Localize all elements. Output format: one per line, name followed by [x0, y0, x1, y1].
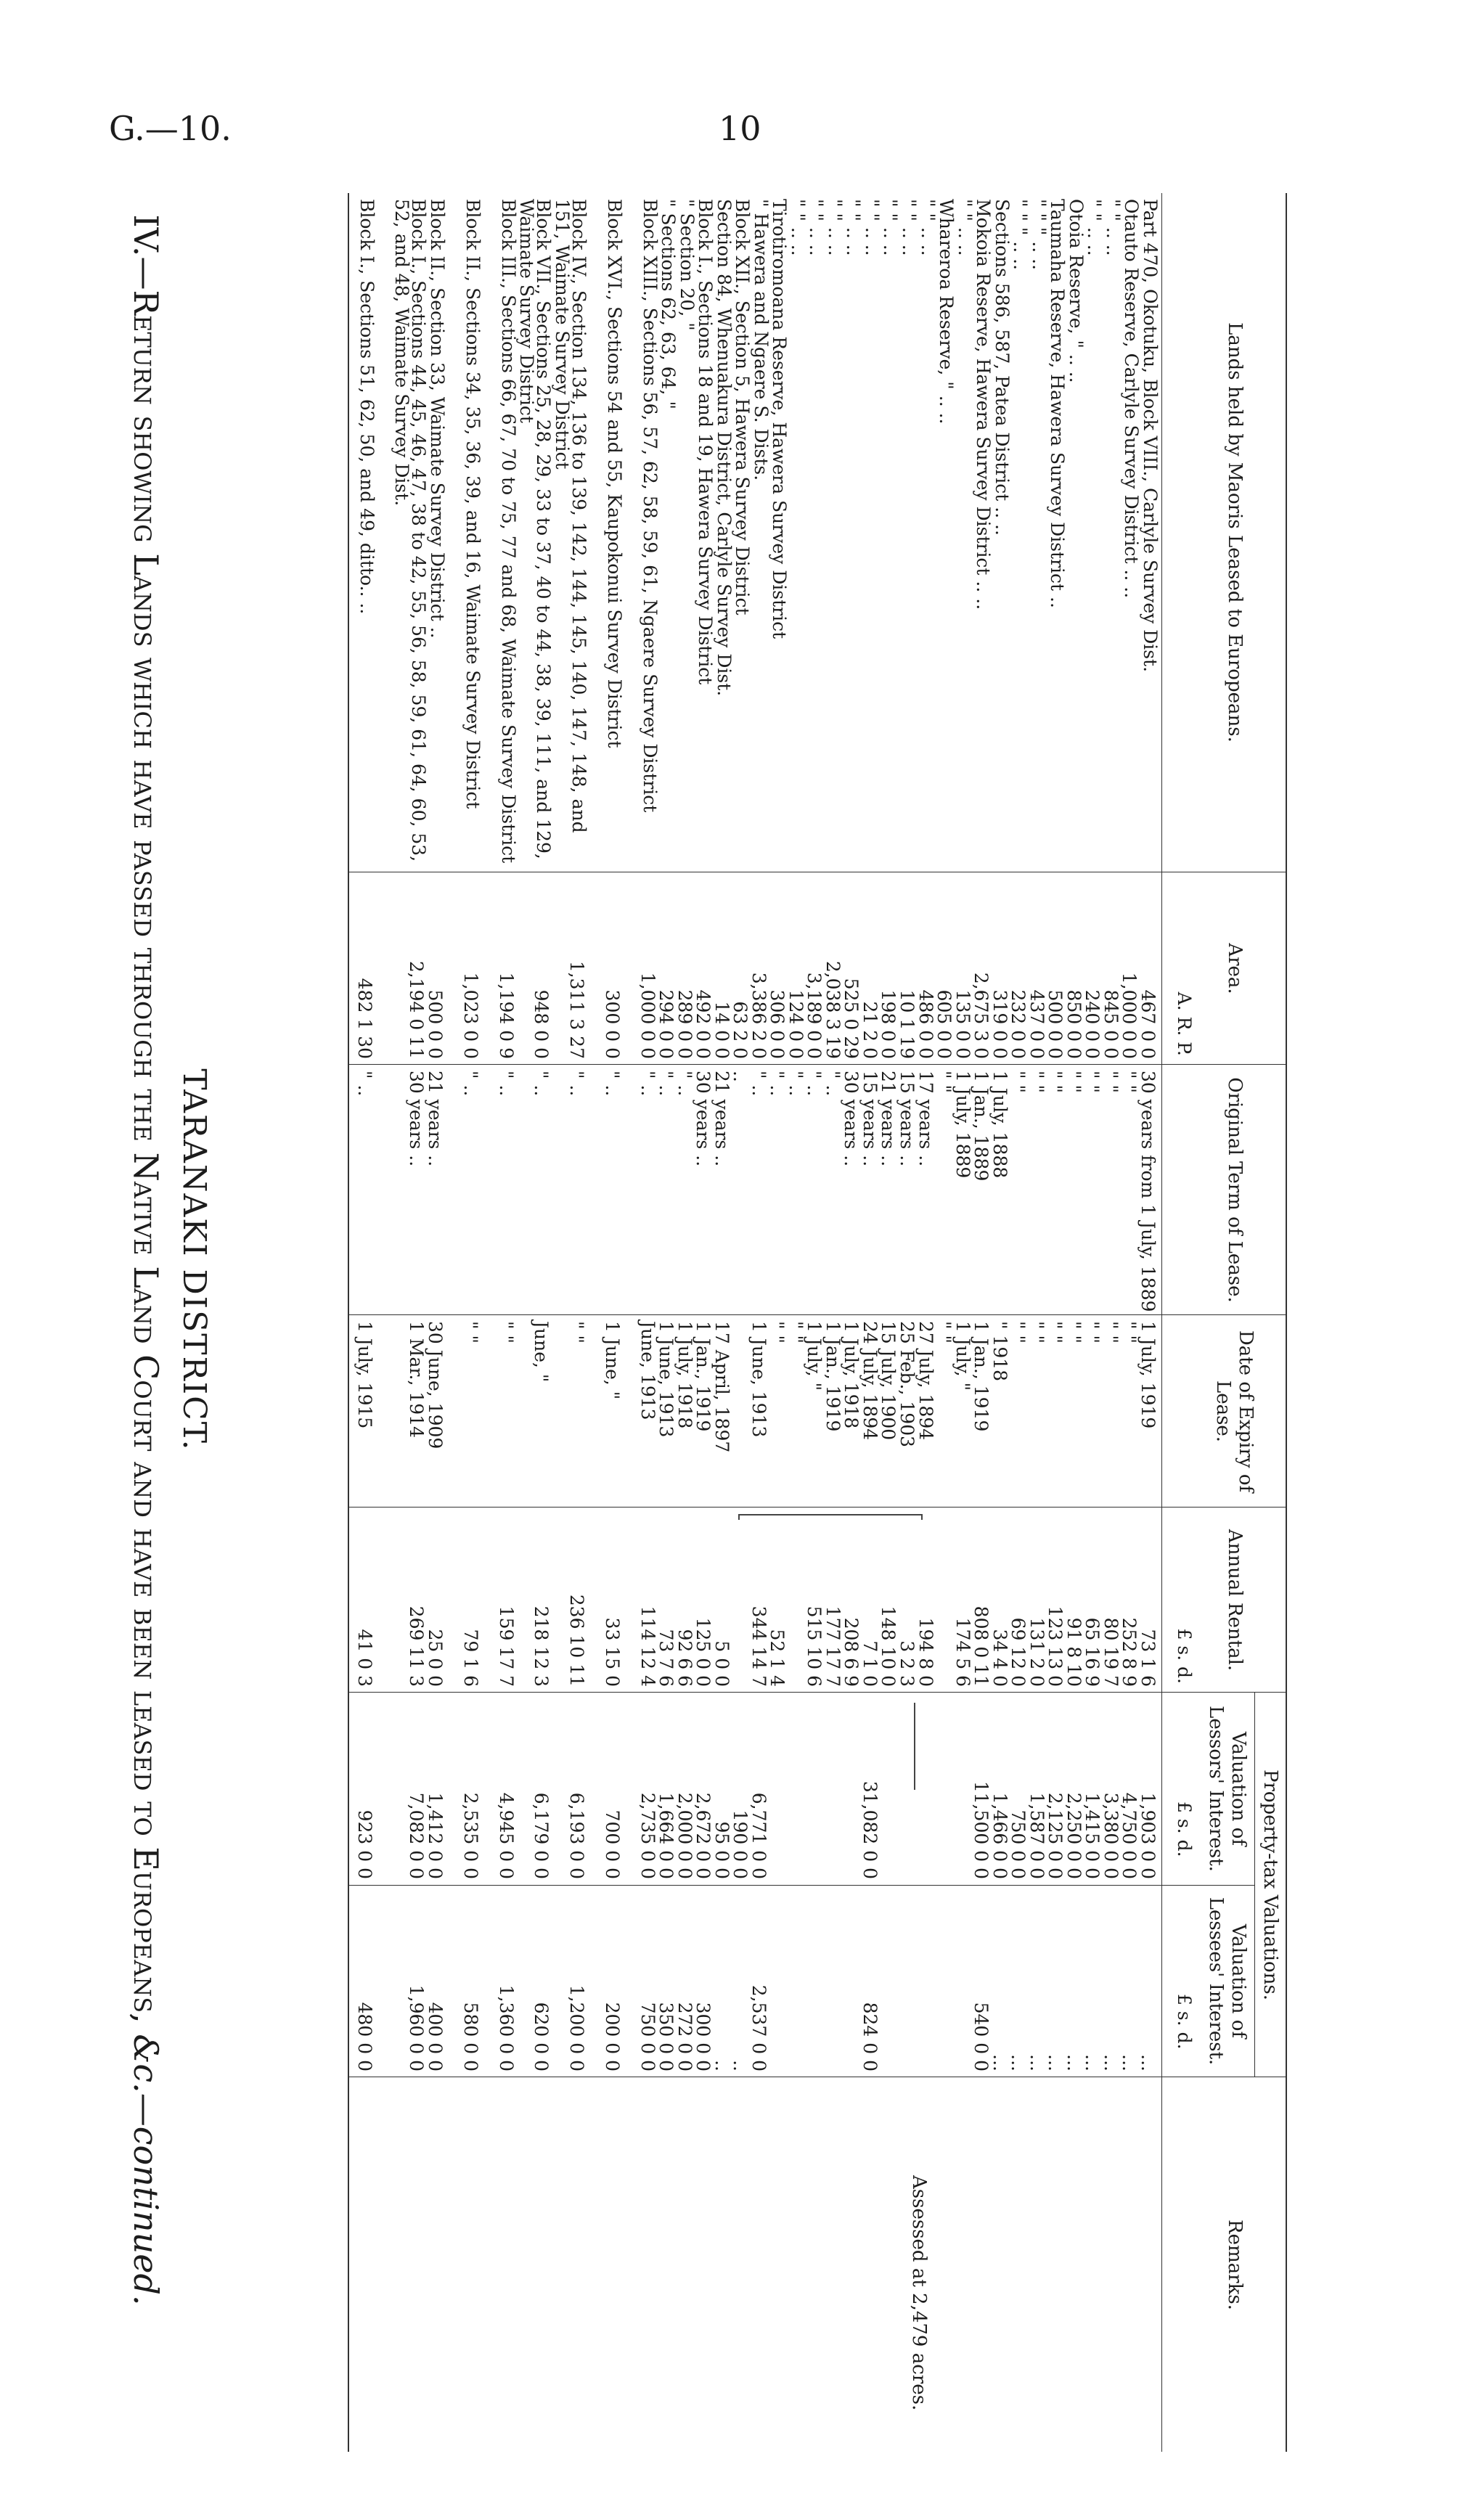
cell-land: " " .. .. — [806, 199, 827, 256]
cell-rental: 159 17 7 — [496, 1605, 517, 1687]
cell-expiry: " " — [496, 1321, 517, 1343]
cell-lessors: 2,535 0 0 — [460, 1792, 481, 1879]
group-bracket-rental — [738, 1514, 923, 1520]
cell-expiry: June, " — [531, 1321, 552, 1383]
header-area: Area. — [1224, 943, 1246, 994]
cell-land: " " .. .. — [843, 199, 864, 256]
cell-rental: 41 0 3 — [354, 1629, 375, 1687]
cell-expiry: 1 July, 1918 — [841, 1321, 862, 1429]
cell-land: " " .. .. — [825, 199, 846, 256]
cell-expiry: " " — [1045, 1321, 1066, 1343]
unit-lessors: £ s. d. — [1174, 1801, 1195, 1857]
cell-area: 3,386 2 0 — [748, 972, 769, 1059]
return-title — [126, 0, 166, 2520]
cell-term: " " — [1100, 1071, 1122, 1093]
return-numeral: IV.— — [126, 214, 166, 290]
cell-rental: 80 19 7 — [1100, 1617, 1122, 1687]
cell-area: 500 0 0 — [425, 989, 446, 1059]
cell-area: 300 0 0 — [602, 989, 623, 1059]
cell-lessors: 6,193 0 0 — [566, 1792, 587, 1879]
cell-rental: 177 17 7 — [822, 1605, 843, 1687]
cell-land: Block III., Sections 66, 67, 70 to 75, 77 and 68, Waimate Survey District — [498, 199, 519, 864]
cell-land: Block VII., Sections 25, 28, 29, 33 to 37, 40 to 44, 38, 39, 111, and 129, Waimate Survey District — [515, 199, 554, 859]
cell-expiry: " " — [785, 1321, 806, 1343]
cell-expiry: " " — [1100, 1321, 1122, 1343]
cell-lessors: 1,587 0 0 — [1026, 1792, 1047, 1879]
cell-term: " .. — [354, 1071, 375, 1097]
cell-rental: 515 10 6 — [804, 1605, 825, 1687]
cell-term: " .. — [531, 1071, 552, 1097]
cell-land: Block XII., Section 5, Hawera Survey District — [732, 199, 753, 615]
cell-expiry: June, 1913 — [637, 1321, 658, 1420]
cell-rental: 91 8 10 — [1063, 1617, 1084, 1687]
cell-term: " " — [1063, 1071, 1084, 1093]
cell-land: Block II., Section 33, Waimate Survey District .. — [427, 199, 448, 639]
cell-lessees: ... — [989, 2054, 1010, 2071]
cell-term: " .. — [566, 1071, 587, 1097]
unit-area: A. R. P. — [1174, 991, 1195, 1056]
cell-lessors: 31,082 0 0 — [859, 1780, 881, 1879]
cell-rental: 3 2 3 — [896, 1640, 918, 1687]
cell-lessees: ... — [1100, 2054, 1122, 2071]
cell-lessees: 480 0 0 — [354, 2002, 375, 2071]
cell-area: 240 0 0 — [1082, 989, 1103, 1059]
header-lessors: Valuation of Lessors' Interest. — [1205, 1706, 1249, 1872]
cell-rental: 131 2 0 — [1026, 1617, 1047, 1687]
cell-term: 21 years .. — [878, 1071, 899, 1167]
cell-area: 482 1 30 — [354, 978, 375, 1059]
cell-lessees: ... — [1119, 2054, 1140, 2071]
cell-lessees — [896, 1891, 918, 2071]
cell-rental: 125 0 0 — [693, 1617, 714, 1687]
cell-lessees: ... — [1137, 2054, 1159, 2071]
cell-land: " " .. .. — [918, 199, 939, 256]
cell-area: 2,194 0 11 — [406, 960, 427, 1059]
cell-rental — [785, 1513, 806, 1687]
cell-expiry: 24 July, 1894 — [859, 1321, 881, 1441]
cell-land: " Hawera and Ngaere S. Dists. — [751, 199, 772, 481]
cell-expiry: 25 Feb., 1903 — [896, 1321, 918, 1447]
cell-lessees: 824 0 0 — [859, 2002, 881, 2071]
cell-area: 467 0 0 — [1137, 989, 1159, 1059]
cell-lessors: 11,500 0 0 — [971, 1780, 992, 1879]
cell-expiry: 1 June, " — [602, 1321, 623, 1400]
cell-rental: 69 12 0 — [1008, 1617, 1029, 1687]
page-code: G.—10. — [109, 109, 232, 148]
cell-area: 135 0 0 — [952, 989, 973, 1059]
cell-term: " " — [1008, 1071, 1029, 1093]
cell-area: 500 0 0 — [1045, 989, 1066, 1059]
cell-land: Block IV., Section 134, 136 to 139, 142, 144, 145, 140, 147, 148, and 151, Waimate Survey District — [551, 199, 589, 833]
cell-lessees: 300 0 0 — [693, 2002, 714, 2071]
cell-expiry: 1 Mar., 1914 — [406, 1321, 427, 1439]
col-expiry — [349, 1314, 1286, 1508]
cell-lessors: 1,903 0 0 — [1137, 1792, 1159, 1879]
cell-lessors: 1,412 0 0 — [425, 1792, 446, 1879]
header-remarks: Remarks. — [1224, 2220, 1246, 2310]
cell-term: " " — [1045, 1071, 1066, 1093]
cell-area: 10 1 19 — [896, 989, 918, 1059]
cell-lessors: 1,415 0 0 — [1082, 1792, 1103, 1879]
cell-lessors: 4,750 0 0 — [1119, 1792, 1140, 1879]
header-expiry: Date of Expiry of Lease. — [1212, 1330, 1257, 1493]
cell-term: " .. — [785, 1071, 806, 1097]
cell-land: Tirotiromoana Reserve, Hawera Survey District — [769, 199, 790, 639]
cell-expiry: " " — [933, 1321, 955, 1343]
cell-lessees: 400 0 0 — [425, 2002, 446, 2071]
cell-land: Block I., Sections 18 and 19, Hawera Survey District — [695, 199, 716, 685]
cell-land: " " .. .. — [899, 199, 920, 256]
cell-term: 30 years .. — [693, 1071, 714, 1167]
cell-area: 850 0 0 — [1063, 989, 1084, 1059]
cell-lessees: ... — [1026, 2054, 1047, 2071]
cell-land: Block II., Sections 34, 35, 36, 39, and 16, Waimate Survey District — [462, 199, 483, 809]
cell-land: Block XVI., Sections 54 and 55, Kaupokonui Survey District — [604, 199, 625, 748]
cell-area: 1,194 0 9 — [496, 972, 517, 1059]
cell-area: 319 0 0 — [989, 989, 1010, 1059]
cell-lessees — [822, 1891, 843, 2071]
cell-area: 232 0 0 — [1008, 989, 1029, 1059]
cell-area: 2,675 3 0 — [971, 972, 992, 1059]
cell-lessors: 2,125 0 0 — [1045, 1792, 1066, 1879]
header-rule — [1161, 193, 1162, 2452]
cell-area: 486 0 0 — [915, 989, 936, 1059]
cell-term: " .. — [804, 1071, 825, 1097]
cell-lessees — [952, 1891, 973, 2071]
cell-expiry: 1 June, 1913 — [655, 1321, 677, 1438]
cell-area: 21 2 0 — [859, 1001, 881, 1059]
cell-area: 525 0 29 — [841, 978, 862, 1059]
cell-lessors: 4,945 0 0 — [496, 1792, 517, 1879]
cell-lessees: 620 0 0 — [531, 2002, 552, 2071]
cell-lessees: 272 0 0 — [674, 2002, 695, 2071]
cell-term: 30 years .. — [841, 1071, 862, 1167]
cell-land: Section 84, Whenuakura District, Carlyle Survey Dist. — [714, 199, 735, 697]
district-heading: TARANAKI DISTRICT. — [176, 1068, 213, 1452]
cell-expiry: 15 July, 1900 — [878, 1321, 899, 1441]
cell-area: 306 0 0 — [767, 989, 788, 1059]
cell-area: 437 0 0 — [1026, 989, 1047, 1059]
cell-lessees: 540 0 0 — [971, 2002, 992, 2071]
group-brace-whareroa — [914, 1703, 915, 1790]
cell-land: Taumaha Reserve, Hawera Survey District .. — [1047, 199, 1068, 608]
cell-expiry: 1 Jan., 1919 — [822, 1321, 843, 1432]
return-title-text: Return showing Lands which have passed through the Native Land Court and have been leased to Europeans, — [126, 290, 166, 2024]
cell-rental: 218 12 3 — [531, 1605, 552, 1687]
cell-rental: 208 6 9 — [841, 1617, 862, 1687]
cell-term: " .. — [655, 1071, 677, 1097]
cell-lessees: 1,960 0 0 — [406, 1984, 427, 2071]
col-area — [349, 872, 1286, 1065]
cell-rental: 79 1 6 — [460, 1629, 481, 1687]
page-number: 10 — [719, 109, 761, 148]
cell-land: Otauto Reserve, Carlyle Survey District .. .. — [1121, 199, 1142, 599]
cell-lessors: 95 0 0 — [711, 1821, 732, 1879]
cell-lessees: 1,200 0 0 — [566, 1984, 587, 2071]
cell-expiry: " " — [1026, 1321, 1047, 1343]
unit-lessees: £ s. d. — [1174, 1994, 1195, 2050]
cell-expiry: " " — [767, 1321, 788, 1343]
cell-rental: 194 8 0 — [915, 1617, 936, 1687]
cell-lessors — [822, 1698, 843, 1879]
cell-rental: 52 1 4 — [767, 1629, 788, 1687]
cell-land: " " .. .. — [880, 199, 901, 256]
cell-lessees: .. — [711, 2060, 732, 2071]
cell-area: 198 0 0 — [878, 989, 899, 1059]
cell-area: 1,000 0 0 — [1119, 972, 1140, 1059]
cell-lessees — [915, 1891, 936, 2071]
cell-area: 2,038 3 19 — [822, 960, 843, 1059]
cell-area: 948 0 0 — [531, 989, 552, 1059]
col-rental — [349, 1507, 1286, 1693]
cell-area: 605 0 0 — [933, 989, 955, 1059]
cell-term: 30 years .. — [406, 1071, 427, 1167]
cell-rental: 33 15 0 — [602, 1617, 623, 1687]
cell-lessees: 350 0 0 — [655, 2002, 677, 2071]
cell-expiry: 30 June, 1909 — [425, 1321, 446, 1449]
cell-term: " .. — [767, 1071, 788, 1097]
header-lands: Lands held by Maoris Leased to Europeans. — [1224, 322, 1246, 742]
col-remarks — [349, 2077, 1286, 2452]
cell-land: " " " .. .. — [1029, 199, 1050, 271]
cell-expiry: 1 July, 1918 — [674, 1321, 695, 1429]
cell-term: " .. — [460, 1071, 481, 1097]
cell-term: 21 years .. — [711, 1071, 732, 1167]
cell-term: 1 July, 1889 — [952, 1071, 973, 1179]
cell-lessees: 750 0 0 — [637, 2002, 658, 2071]
cell-land: Block I., Sections 44, 45, 46, 47, 38 to 42, 55, 56, 58, 59, 61, 64, 60, 53, 52, and 48, Waimate Survey Dist. — [391, 199, 429, 862]
cell-area: 294 0 0 — [655, 989, 677, 1059]
cell-lessees: ... — [1082, 2054, 1103, 2071]
cell-expiry: " " — [1008, 1321, 1029, 1343]
cell-lessors: 2,000 0 0 — [674, 1792, 695, 1879]
cell-term: " " — [1082, 1071, 1103, 1093]
cell-term: " .. — [637, 1071, 658, 1097]
cell-term: 1 July, 1888 — [989, 1071, 1010, 1179]
cell-rental: 123 13 0 — [1045, 1605, 1066, 1687]
cell-area: 492 0 0 — [693, 989, 714, 1059]
cell-area: 1,000 0 0 — [637, 972, 658, 1059]
cell-lessors — [915, 1698, 936, 1879]
cell-area: 1,311 3 27 — [566, 960, 587, 1059]
cell-rental: 73 1 6 — [1137, 1629, 1159, 1687]
cell-rental: 269 11 3 — [406, 1605, 427, 1687]
cell-rental: 236 10 11 — [566, 1594, 587, 1687]
cell-lessors — [785, 1698, 806, 1879]
header-term: Original Term of Lease. — [1224, 1077, 1246, 1303]
cell-rental: 808 0 11 — [971, 1605, 992, 1687]
cell-land: Block I., Sections 51, 62, 50, and 49, ditto.. .. — [356, 199, 377, 615]
cell-land: Otoia Reserve, " .. .. — [1066, 199, 1087, 383]
cell-expiry: " " — [1063, 1321, 1084, 1343]
col-term — [349, 1064, 1286, 1315]
cell-expiry: 1 June, 1913 — [748, 1321, 769, 1438]
cell-rental: 25 0 0 — [425, 1629, 446, 1687]
cell-area: 14 0 0 — [711, 1001, 732, 1059]
cell-lessors: 923 0 0 — [354, 1809, 375, 1879]
cell-lessors: 6,771 0 0 — [748, 1792, 769, 1879]
cell-land: Mokoia Reserve, Hawera Survey District .. .. — [973, 199, 994, 610]
cell-term: 15 years .. — [896, 1071, 918, 1167]
cell-term: " .. — [602, 1071, 623, 1097]
header-property-tax: Property-tax Valuations. — [1259, 1769, 1281, 2001]
cell-lessees: ... — [1008, 2054, 1029, 2071]
cell-area: 1,023 0 0 — [460, 972, 481, 1059]
cell-rental: 5 0 0 — [711, 1640, 732, 1687]
remark-assessed: Assessed at 2,479 acres. — [908, 2175, 930, 2411]
cell-area: 63 2 0 — [730, 1001, 751, 1059]
cell-expiry: 17 April, 1897 — [711, 1321, 732, 1453]
cell-lessors: 190 0 0 — [730, 1809, 751, 1879]
cell-lessees: 580 0 0 — [460, 2002, 481, 2071]
cell-land: Whareroa Reserve, " .. .. — [936, 199, 957, 425]
cell-lessors: 700 0 0 — [602, 1809, 623, 1879]
cell-rental: 174 5 6 — [952, 1617, 973, 1687]
cell-lessors: 2,250 0 0 — [1063, 1792, 1084, 1879]
cell-term: " .. — [748, 1071, 769, 1097]
cell-area: 845 0 0 — [1100, 989, 1122, 1059]
cell-lessors: 1,466 0 0 — [989, 1792, 1010, 1879]
cell-land: " " .. .. — [955, 199, 976, 256]
cell-lessors: 2,735 0 0 — [637, 1792, 658, 1879]
cell-expiry: " " — [1119, 1321, 1140, 1343]
cell-lessors: 2,672 0 0 — [693, 1792, 714, 1879]
cell-lessors: 750 0 0 — [1008, 1809, 1029, 1879]
header-lessees: Valuation of Lessees' Interest. — [1205, 1897, 1249, 2066]
cell-land: Part 470, Okotuku, Block VIII., Carlyle Survey Dist. — [1140, 199, 1161, 673]
cell-rental: 73 7 6 — [655, 1629, 677, 1687]
cell-land: " Sections 62, 63, 64, " — [658, 199, 679, 409]
cell-term: " .. — [674, 1071, 695, 1097]
cell-term: " " — [933, 1071, 955, 1093]
cell-term: .. — [730, 1071, 751, 1082]
cell-expiry: " " — [566, 1321, 587, 1343]
cell-land: Sections 586, 587, Patea District .. .. — [992, 199, 1013, 536]
cell-rental: 148 10 0 — [878, 1605, 899, 1687]
cell-land: " " .. .. — [1103, 199, 1124, 256]
cell-expiry: 1 July, 1915 — [354, 1321, 375, 1429]
cell-lessees: 1,360 0 0 — [496, 1984, 517, 2071]
cell-lessees: .. — [730, 2060, 751, 2071]
cell-expiry: " " — [1082, 1321, 1103, 1343]
cell-rental: 114 12 4 — [637, 1605, 658, 1687]
cell-lessees: ... — [1045, 2054, 1066, 2071]
cell-term: " " — [1119, 1071, 1140, 1093]
cell-land: " " .. .. — [1084, 199, 1105, 256]
cell-land: " " .. .. — [862, 199, 883, 256]
cell-lessees: ... — [1063, 2054, 1084, 2071]
cell-rental: 34 4 0 — [989, 1629, 1010, 1687]
cell-term: " .. — [822, 1071, 843, 1097]
cell-lessors: 1,664 0 0 — [655, 1792, 677, 1879]
cell-term: 17 years .. — [915, 1071, 936, 1167]
unit-rental: £ s. d. — [1174, 1628, 1195, 1684]
cell-area: 3,189 0 0 — [804, 972, 825, 1059]
col-lands — [349, 193, 1286, 872]
cell-term: 15 years .. — [859, 1071, 881, 1167]
cell-expiry: 1 July, " — [804, 1321, 825, 1391]
leases-table — [348, 193, 1287, 2452]
cell-area: 289 0 0 — [674, 989, 695, 1059]
cell-land: " Section 20, " — [677, 199, 698, 331]
cell-expiry: 1 July, 1919 — [1137, 1321, 1159, 1429]
cell-rental: 7 1 0 — [859, 1640, 881, 1687]
cell-rental: 344 14 7 — [748, 1605, 769, 1687]
property-tax-divider — [349, 1885, 1255, 1886]
cell-land: Block XIII., Sections 56, 57, 62, 58, 59, 61, Ngaere Survey District — [640, 199, 661, 813]
cell-rental: 92 6 6 — [674, 1629, 695, 1687]
cell-rental: 252 8 9 — [1119, 1617, 1140, 1687]
cell-expiry: 1 Jan., 1919 — [971, 1321, 992, 1432]
cell-lessors: 7,082 0 0 — [406, 1792, 427, 1879]
cell-lessors: 3,380 0 0 — [1100, 1792, 1122, 1879]
cell-expiry: " " — [460, 1321, 481, 1343]
cell-lessees — [785, 1891, 806, 2071]
cell-term: 1 Jan., 1889 — [971, 1071, 992, 1182]
cell-expiry: 1 July, " — [952, 1321, 973, 1391]
cell-lessees: 200 0 0 — [602, 2002, 623, 2071]
cell-area: 124 0 0 — [785, 989, 806, 1059]
cell-rental: 65 16 9 — [1082, 1617, 1103, 1687]
cell-land: " " .. .. — [788, 199, 809, 256]
cell-lessees: 2,537 0 0 — [748, 1984, 769, 2071]
col-property-tax — [349, 1692, 1286, 2077]
cell-expiry: " 1918 — [989, 1321, 1010, 1382]
cell-term: " .. — [496, 1071, 517, 1097]
cell-expiry: 27 July, 1894 — [915, 1321, 936, 1441]
cell-lessors: 6,179 0 0 — [531, 1792, 552, 1879]
cell-term: 30 years from 1 July, 1889 — [1137, 1071, 1159, 1312]
cell-term: " " — [1026, 1071, 1047, 1093]
header-rental: Annual Rental. — [1224, 1529, 1246, 1672]
return-title-continued: &c.—continued. — [126, 2034, 166, 2306]
cell-land: " " " .. .. — [1010, 199, 1031, 271]
cell-lessors — [952, 1698, 973, 1879]
cell-term: 21 years .. — [425, 1071, 446, 1167]
cell-expiry: 1 Jan., 1919 — [693, 1321, 714, 1432]
